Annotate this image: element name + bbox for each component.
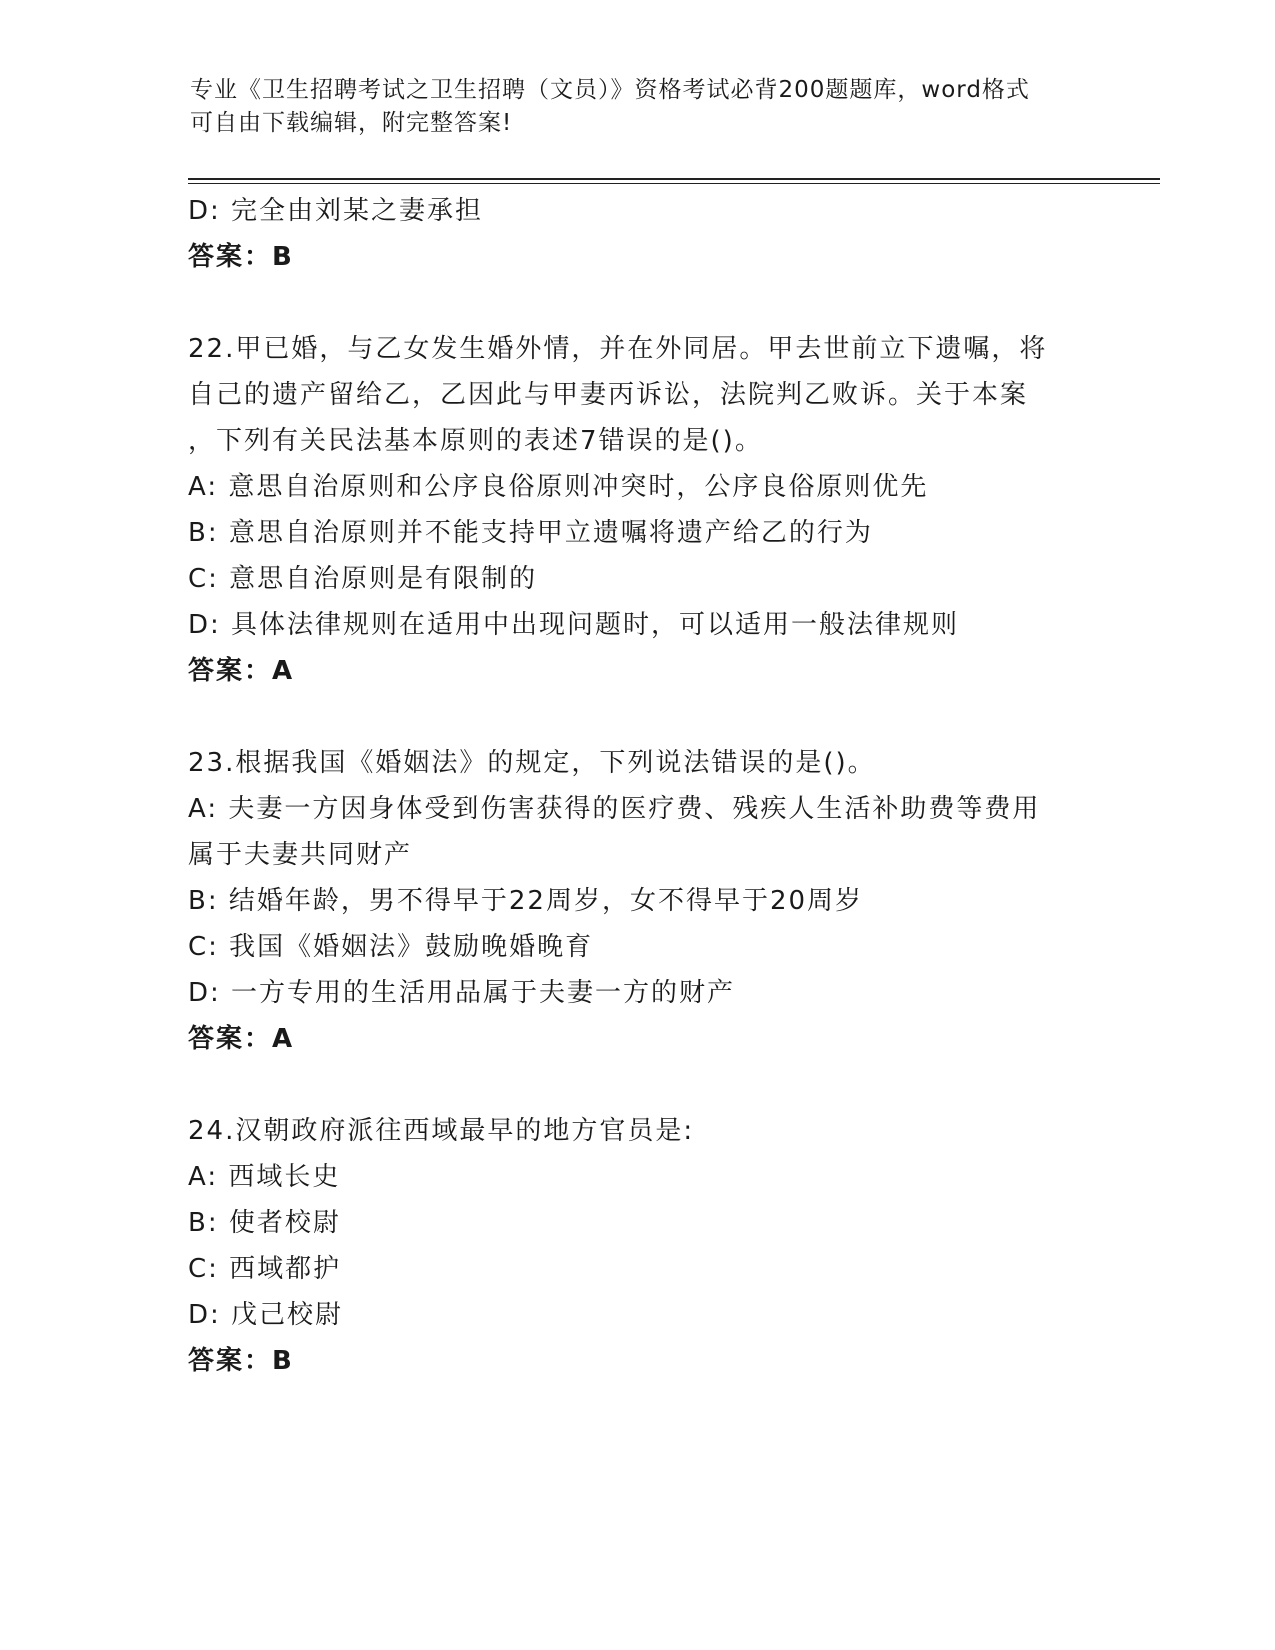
answer-line: 答案：B bbox=[188, 242, 294, 272]
question-stem: 23.根据我国《婚姻法》的规定，下列说法错误的是()。 bbox=[188, 748, 876, 778]
header-line-1: 专业《卫生招聘考试之卫生招聘（文员）》资格考试必背200题题库，word格式 bbox=[190, 77, 1030, 103]
previous-question-tail bbox=[188, 188, 1088, 280]
option-b: B: 使者校尉 bbox=[188, 1208, 341, 1238]
option-c: C: 我国《婚姻法》鼓励晚婚晚育 bbox=[188, 932, 594, 962]
question-22 bbox=[188, 326, 1088, 694]
option-d: D: 完全由刘某之妻承担 bbox=[188, 196, 484, 226]
answer-line: 答案：B bbox=[188, 1346, 294, 1376]
option-a: A: 意思自治原则和公序良俗原则冲突时，公序良俗原则优先 bbox=[188, 472, 929, 502]
option-b: B: 意思自治原则并不能支持甲立遗嘱将遗产给乙的行为 bbox=[188, 518, 873, 548]
document-header bbox=[190, 74, 1090, 140]
header-line-2: 可自由下载编辑，附完整答案! bbox=[190, 110, 513, 136]
option-d: D: 戊己校尉 bbox=[188, 1300, 344, 1330]
answer-line: 答案：A bbox=[188, 1024, 295, 1054]
document-body bbox=[188, 188, 1088, 1384]
spacer bbox=[188, 280, 1088, 326]
option-a: A: 夫妻一方因身体受到伤害获得的医疗费、残疾人生活补助费等费用 bbox=[188, 794, 1041, 824]
option-c: C: 意思自治原则是有限制的 bbox=[188, 564, 538, 594]
question-stem: 22.甲已婚，与乙女发生婚外情，并在外同居。甲去世前立下遗嘱，将 bbox=[188, 334, 1048, 364]
question-stem: 24.汉朝政府派往西域最早的地方官员是: bbox=[188, 1116, 695, 1146]
question-stem: ，下列有关民法基本原则的表述7错误的是()。 bbox=[188, 426, 763, 456]
option-a: A: 西域长史 bbox=[188, 1162, 341, 1192]
question-23 bbox=[188, 740, 1088, 1062]
spacer bbox=[188, 694, 1088, 740]
header-divider bbox=[188, 178, 1160, 184]
question-stem: 自己的遗产留给乙，乙因此与甲妻丙诉讼，法院判乙败诉。关于本案 bbox=[188, 380, 1029, 410]
spacer bbox=[188, 1062, 1088, 1108]
option-b: B: 结婚年龄，男不得早于22周岁，女不得早于20周岁 bbox=[188, 886, 864, 916]
option-a-continued: 属于夫妻共同财产 bbox=[188, 840, 413, 870]
question-24 bbox=[188, 1108, 1088, 1384]
option-c: C: 西域都护 bbox=[188, 1254, 342, 1284]
option-d: D: 具体法律规则在适用中出现问题时，可以适用一般法律规则 bbox=[188, 610, 960, 640]
answer-line: 答案：A bbox=[188, 656, 295, 686]
option-d: D: 一方专用的生活用品属于夫妻一方的财产 bbox=[188, 978, 736, 1008]
